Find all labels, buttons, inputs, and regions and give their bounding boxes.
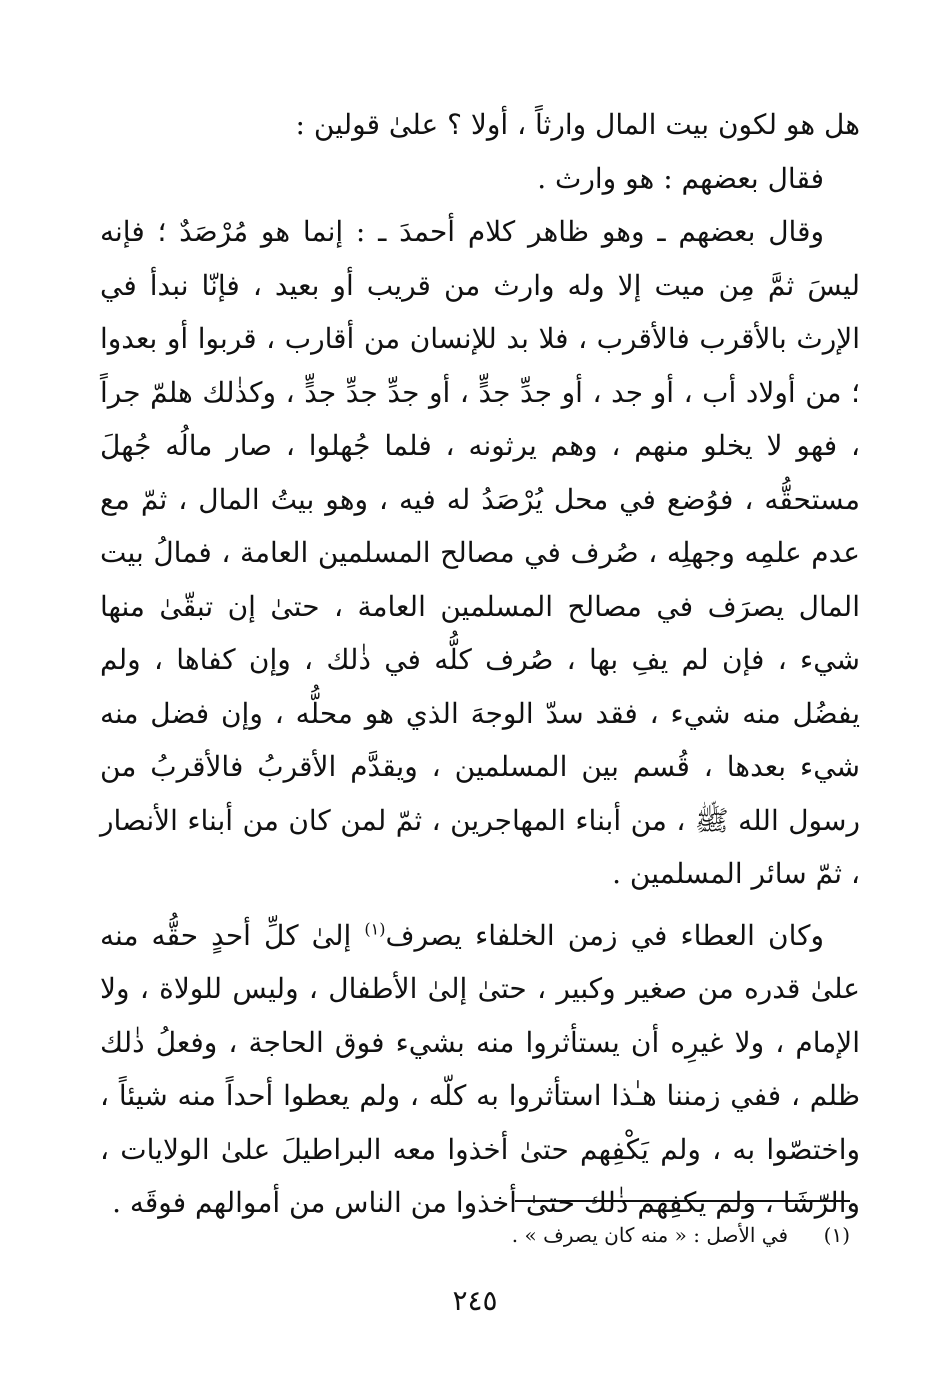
footnote-text: في الأصل : « منه كان يصرف » . (511, 1223, 788, 1247)
paragraph-3: وقال بعضهم ـ وهو ظاهر كلام أحمدَ ـ : إنما هو مُرْصَدٌ ؛ فإنه ليسَ ثمَّ مِن ميت إلا وله وارث من قريب أو بعيد ، فإنّا نبدأ في الإرث بالأقرب فالأقرب ، فلا بد للإنسان من أقارب ، قربوا أو بعدوا ؛ من أولاد أب ، أو جد ، أو جدِّ جدٍّ ، أو جدِّ جدِّ جدٍّ ، وكذٰلك هلمّ جراً ، فهو لا يخلو منهم ، وهم يرثونه ، فلما جُهلوا ، صار مالُه جُهلَ مستحقُّه ، فوُضع في محل يُرْصَدُ له فيه ، وهو بيتُ المال ، ثمّ مع عدم علمِه وجهلِه ، صُرف في مصالح المسلمين العامة ، فمالُ بيت المال يصرَف في مصالح المسلمين العامة ، حتىٰ إن تبقّىٰ منها شيء ، فإن لم يفِ بها ، صُرف كلُّه في ذٰلك ، وإن كفاها ، ولم يفضُل منه شيء ، فقد سدّ الوجهَ الذي هو محلُّه ، وإن فضل منه شيء بعدها ، قُسم بين المسلمين ، ويقدَّم الأقربُ فالأقربُ من رسول الله ﷺ ، من أبناء المهاجرين ، ثمّ لمن كان من أبناء الأنصار ، ثمّ سائر المسلمين . (100, 215, 860, 890)
paragraph-4 (100, 909, 860, 1230)
paragraph-4-end: إلىٰ كلِّ أحدٍ حقُّه منه علىٰ قدره من صغير وكبير ، حتىٰ إلىٰ الأطفال ، وليس للولاة ، ولا الإمام ، ولا غيرِه أن يستأثروا منه بشيء فوق الحاجة ، وفعلُ ذٰلك ظلم ، ففي زمننا هـٰذا استأثروا به كلّه ، ولم يعطوا أحداً منه شيئاً ، واختصّوا به ، ولم يَكْفِهم حتىٰ أخذوا معه البراطيلَ علىٰ الولايات ، والرّشَا ، ولم يكفِهم ذٰلك حتىٰ أخذوا من الناس من أموالهم فوقَه . (100, 918, 860, 1219)
footnote-marker: (١) (364, 919, 386, 939)
paragraph-4-start: وكان العطاء في زمن الخلفاء يصرف (385, 918, 824, 952)
paragraph-1: هل هو لكون بيت المال وارثاً ، أولا ؟ علىٰ قولين : (295, 108, 860, 141)
footnote-divider (515, 1200, 850, 1202)
footnote-number: (١) (823, 1223, 850, 1247)
footnote (400, 1220, 850, 1250)
paragraph-2: فقال بعضهم : هو وارث . (537, 161, 824, 195)
page-number: ٢٤٥ (452, 1284, 498, 1317)
main-text (100, 98, 860, 1230)
